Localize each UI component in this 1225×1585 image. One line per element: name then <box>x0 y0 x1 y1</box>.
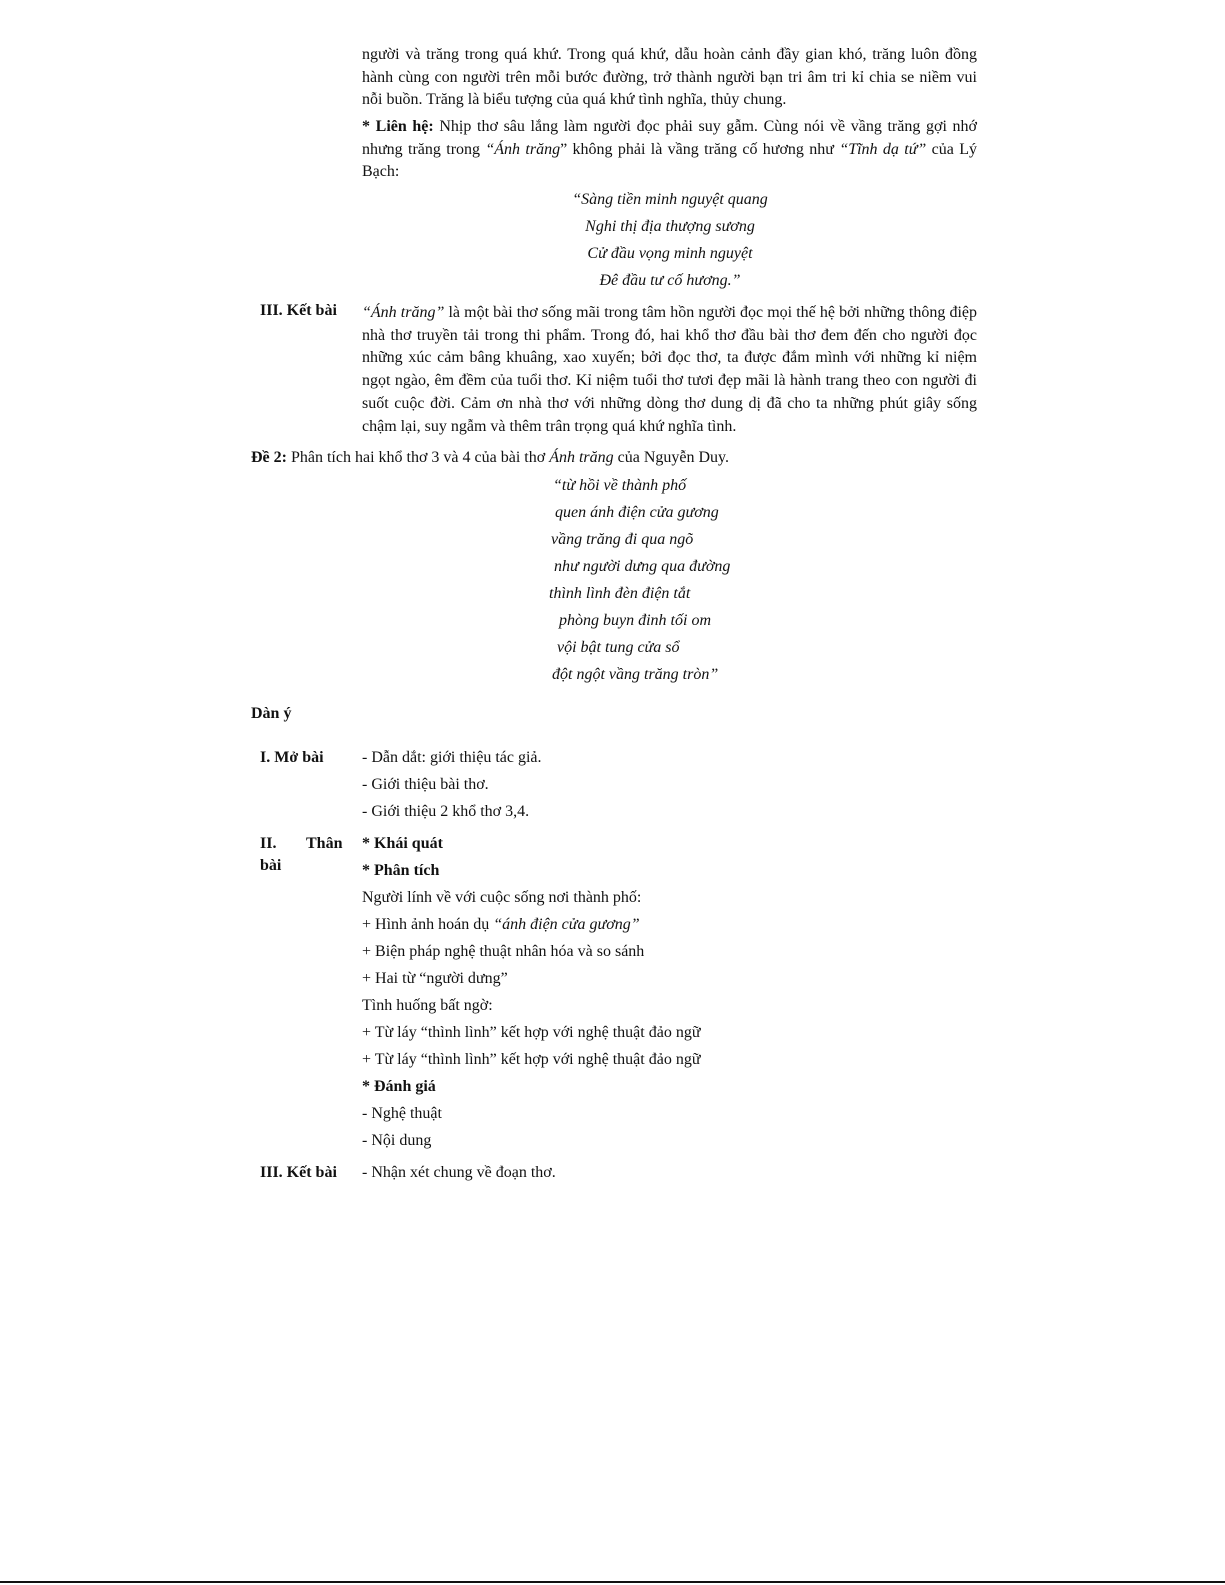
outline-line: + Hai từ “người dưng” <box>362 970 508 987</box>
lien-he-title-anh-trang: “Ánh trăng <box>485 140 561 158</box>
lien-he-text-2: ” không phải là vầng trăng cố hương như <box>560 140 840 158</box>
poem-line: Nghi thị địa thượng sương <box>585 218 755 235</box>
poem-line: thình lình đèn điện tắt <box>549 585 691 602</box>
poem-line: vội bật tung cửa sổ <box>557 639 680 656</box>
khai-quat-heading: * Khái quát <box>362 835 443 852</box>
hinh-anh-prefix: + Hình ảnh hoán dụ <box>362 916 494 933</box>
hinh-anh-quote: “ánh điện cửa gương” <box>493 916 640 933</box>
paragraph-text: người và trăng trong quá khứ. Trong quá khứ, dẫu hoàn cảnh đầy gian khó, trăng luôn đồng hành cùng con người trên mỗi bước đường, trở thành người bạn tri âm tri kỉ chia se niềm vui nỗi buồn. Trăng là biểu tượng của quá khứ tình nghĩa, thủy chung. <box>362 46 977 109</box>
outline-line: Người lính về với cuộc sống nơi thành phố: <box>362 889 642 906</box>
de-2-text-1: Phân tích hai khổ thơ 3 và 4 của bài thơ <box>286 449 550 466</box>
poem-line: “từ hồi về thành phố <box>553 477 687 494</box>
de-2-heading <box>251 449 729 467</box>
ket-bai-label: III. Kết bài <box>260 302 337 319</box>
outline-line: + Biện pháp nghệ thuật nhân hóa và so sánh <box>362 943 645 960</box>
ket-bai-text: là một bài thơ sống mãi trong tâm hồn người đọc mọi thế hệ bởi những thông điệp nhà thơ truyền tải trong thi phẩm. Trong đó, hai khổ thơ đầu bài thơ đem đến cho người đọc những xúc cảm bâng khuâng, xao xuyến; bởi đọc thơ, ta được đắm mình với những kỉ niệm ngọt ngào, êm đềm của tuổi thơ. Kỉ niệm tuổi thơ tươi đẹp mãi là hành trang theo con người đi suốt cuộc đời. Cảm ơn nhà thơ với những dòng thơ dung dị đã cho ta những phút giây sống chậm lại, suy ngẫm và thêm trân trọng quá khứ nghĩa tình. <box>362 304 977 435</box>
paragraph-past-moon <box>362 44 977 112</box>
poem-line: “Sàng tiền minh nguyệt quang <box>572 191 768 208</box>
mo-bai-label: I. Mở bài <box>260 749 324 766</box>
page-bottom-rule <box>0 1581 1225 1583</box>
than-bai-label-bai: bài <box>260 857 282 874</box>
ket-bai-paragraph <box>362 302 977 438</box>
mo-bai-item: - Dẫn dắt: giới thiệu tác giả. <box>362 749 542 766</box>
poem-line: Cử đầu vọng minh nguyệt <box>587 245 753 262</box>
ket-bai-2-item: - Nhận xét chung về đoạn thơ. <box>362 1164 556 1181</box>
de-2-title: Ánh trăng <box>549 449 614 466</box>
poem-line: Đê đầu tư cố hương.” <box>599 272 741 289</box>
poem-line: như người dưng qua đường <box>554 558 731 575</box>
de-2-label: Đề 2: <box>251 449 287 466</box>
outline-line: + Từ láy “thình lình” kết hợp với nghệ thuật đảo ngữ <box>362 1024 701 1041</box>
mo-bai-item: - Giới thiệu bài thơ. <box>362 776 489 793</box>
de-2-text-2: của Nguyễn Duy. <box>613 449 730 466</box>
poem-line: phòng buyn đinh tối om <box>559 612 711 629</box>
than-bai-label-ii: II. <box>260 835 277 852</box>
than-bai-label-than: Thân <box>306 835 343 852</box>
poem-anh-trang <box>540 472 760 688</box>
lien-he-text-3: của Lý Bạch: <box>362 140 978 181</box>
poem-line: đột ngột vầng trăng tròn” <box>552 666 719 683</box>
outline-line: - Nghệ thuật <box>362 1105 442 1122</box>
outline-line <box>362 916 640 934</box>
poem-tinh-da-tu <box>570 186 770 294</box>
lien-he-title-tinh-da-tu: “Tĩnh dạ tứ” <box>839 140 927 158</box>
outline-line: Tình huống bất ngờ: <box>362 997 493 1014</box>
dan-y-heading: Dàn ý <box>251 705 292 722</box>
ket-bai-2-label: III. Kết bài <box>260 1164 337 1181</box>
poem-line: vầng trăng đi qua ngõ <box>551 531 694 548</box>
danh-gia-heading: * Đánh giá <box>362 1078 436 1095</box>
poem-line: quen ánh điện cửa gương <box>555 504 719 521</box>
ket-bai-title: “Ánh trăng” <box>362 304 445 321</box>
mo-bai-item: - Giới thiệu 2 khổ thơ 3,4. <box>362 803 530 820</box>
lien-he-text-1: Nhịp thơ sâu lắng làm người đọc phải suy gẫm. Cùng nói về vầng trăng gợi nhớ nhưng trăng trong <box>362 118 977 158</box>
phan-tich-heading: * Phân tích <box>362 862 440 879</box>
paragraph-lien-he <box>362 116 977 184</box>
lien-he-label: * Liên hệ: <box>362 118 434 135</box>
outline-line: + Từ láy “thình lình” kết hợp với nghệ thuật đảo ngữ <box>362 1051 701 1068</box>
outline-line: - Nội dung <box>362 1132 432 1149</box>
